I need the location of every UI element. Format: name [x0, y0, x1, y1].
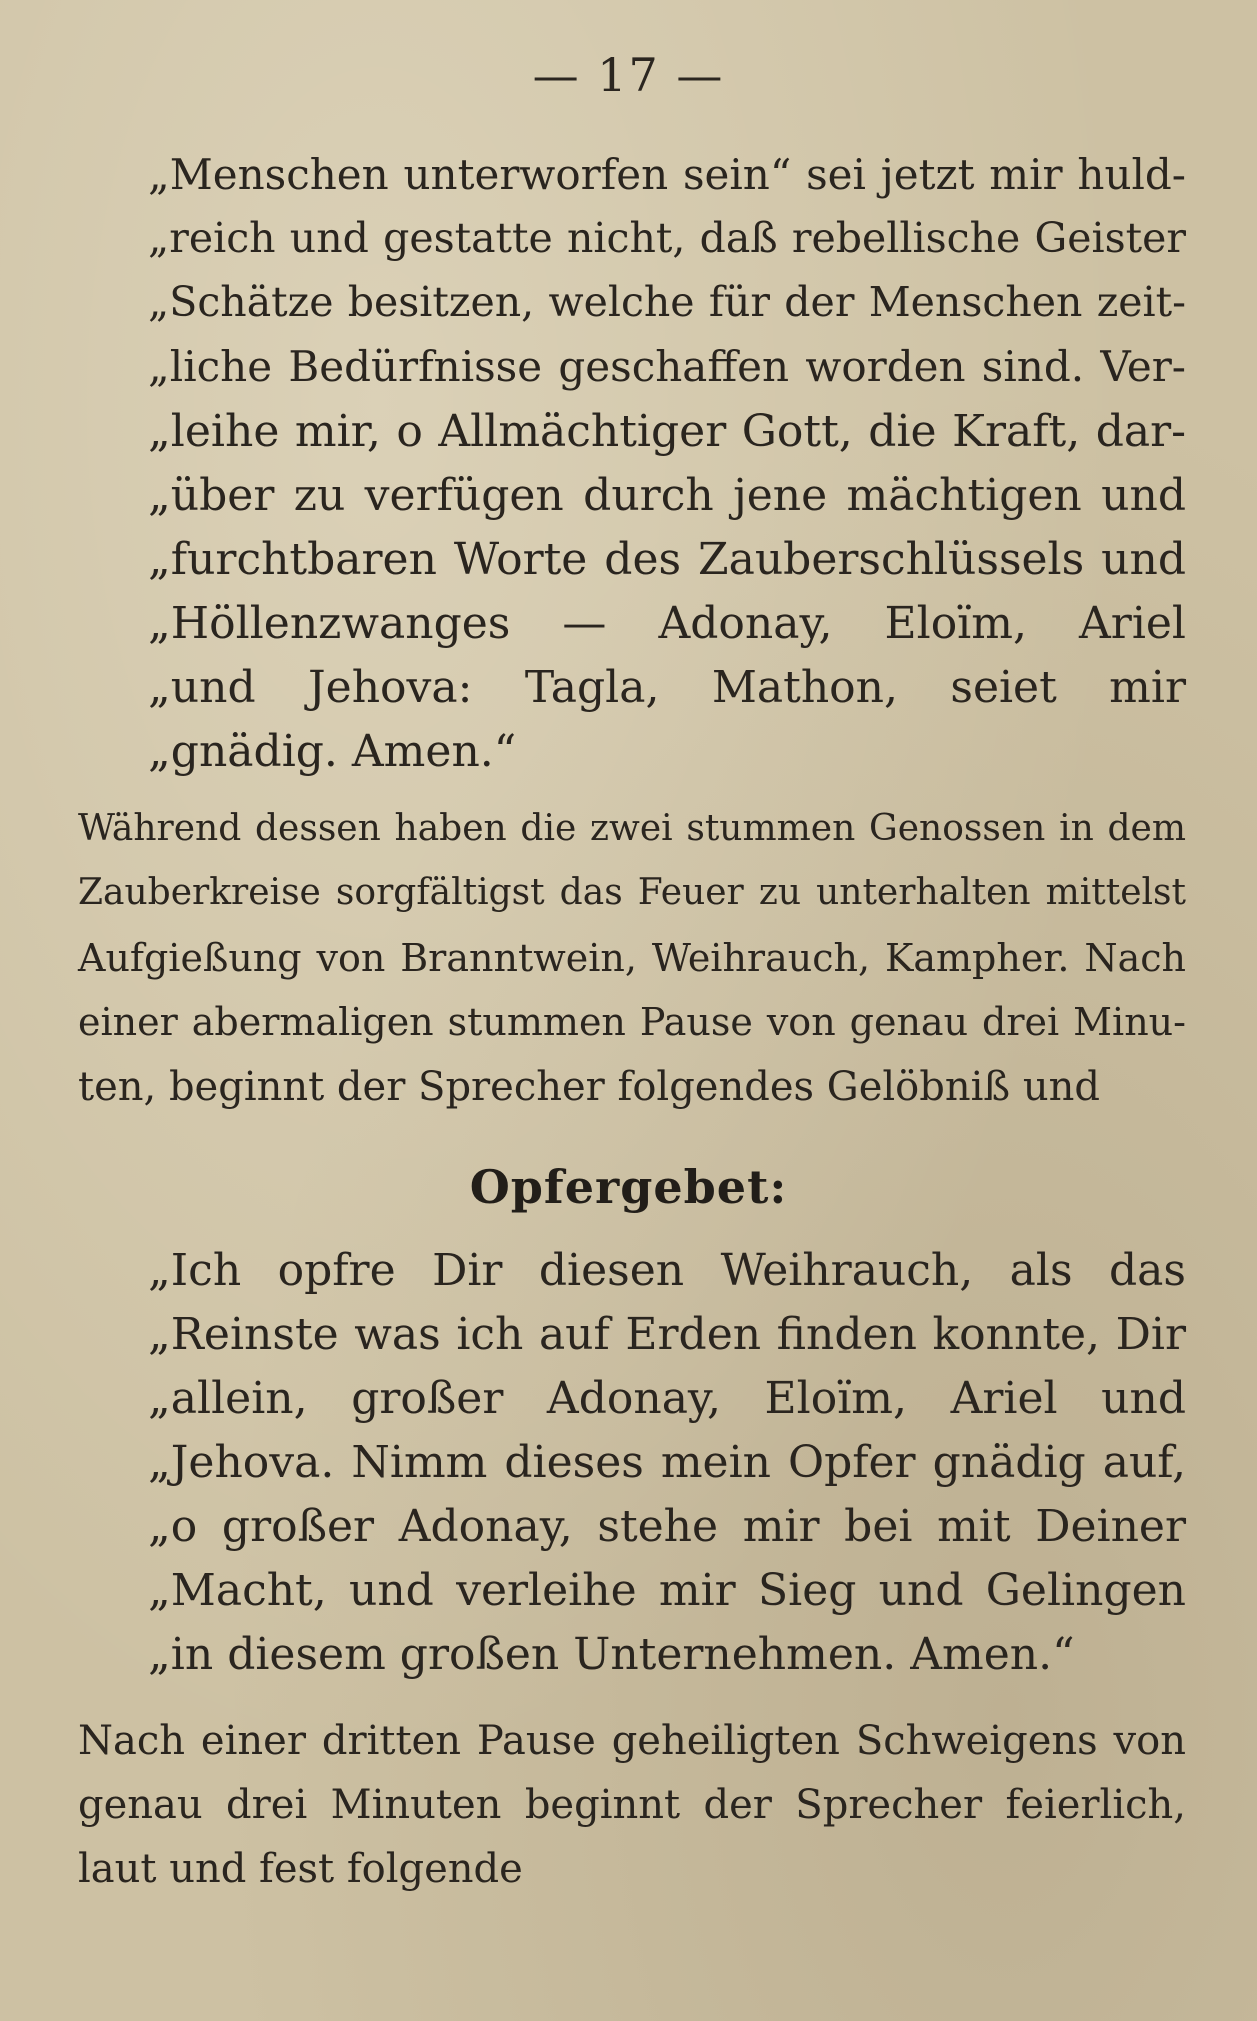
text-line: einer abermaligen stummen Pause von genau drei Minu- [78, 1000, 1186, 1044]
text-line: „Ich opfre Dir diesen Weihrauch, als das [148, 1245, 1186, 1296]
text-line: „und Jehova: Tagla, Mathon, seiet mir [148, 662, 1186, 713]
text-line: „leihe mir, o Allmächtiger Gott, die Kraft, dar- [148, 406, 1186, 457]
text-line: genau drei Minuten beginnt der Sprecher feierlich, [78, 1782, 1186, 1828]
text-line: „Höllenzwanges — Adonay, Eloïm, Ariel [148, 598, 1186, 649]
section-heading: Opfergebet: [469, 1160, 788, 1214]
text-line: Aufgießung von Branntwein, Weihrauch, Kampher. Nach [78, 936, 1186, 980]
text-line: „allein, großer Adonay, Eloïm, Ariel und [148, 1373, 1186, 1424]
text-line: „in diesem großen Unternehmen. Amen.“ [148, 1629, 1075, 1680]
text-line: „Reinste was ich auf Erden finden konnte, Dir [148, 1309, 1186, 1360]
text-line: laut und fest folgende [78, 1846, 523, 1892]
text-line: „Macht, und verleihe mir Sieg und Gelingen [148, 1565, 1186, 1616]
text-line: „gnädig. Amen.“ [148, 726, 517, 777]
text-line: Nach einer dritten Pause geheiligten Schweigens von [78, 1718, 1186, 1764]
text-line: „furchtbaren Worte des Zauberschlüssels und [148, 534, 1186, 585]
text-line: „Schätze besitzen, welche für der Menschen zeit- [148, 278, 1186, 326]
text-line: „o großer Adonay, stehe mir bei mit Deiner [148, 1501, 1186, 1552]
text-line: „reich und gestatte nicht, daß rebellische Geister [148, 214, 1186, 262]
page-number: — 17 — [532, 48, 725, 102]
text-line: Zauberkreise sorgfältigst das Feuer zu unterhalten mittelst [78, 872, 1186, 913]
text-line: „über zu verfügen durch jene mächtigen und [148, 470, 1186, 521]
text-line: „Menschen unterworfen sein“ sei jetzt mir huld- [148, 150, 1186, 199]
text-line: ten, beginnt der Sprecher folgendes Gelöbniß und [78, 1064, 1100, 1110]
text-line: „Jehova. Nimm dieses mein Opfer gnädig auf, [148, 1437, 1186, 1488]
text-line: Während dessen haben die zwei stummen Genossen in dem [78, 808, 1186, 849]
text-line: „liche Bedürfnisse geschaffen worden sind. Ver- [148, 342, 1186, 391]
